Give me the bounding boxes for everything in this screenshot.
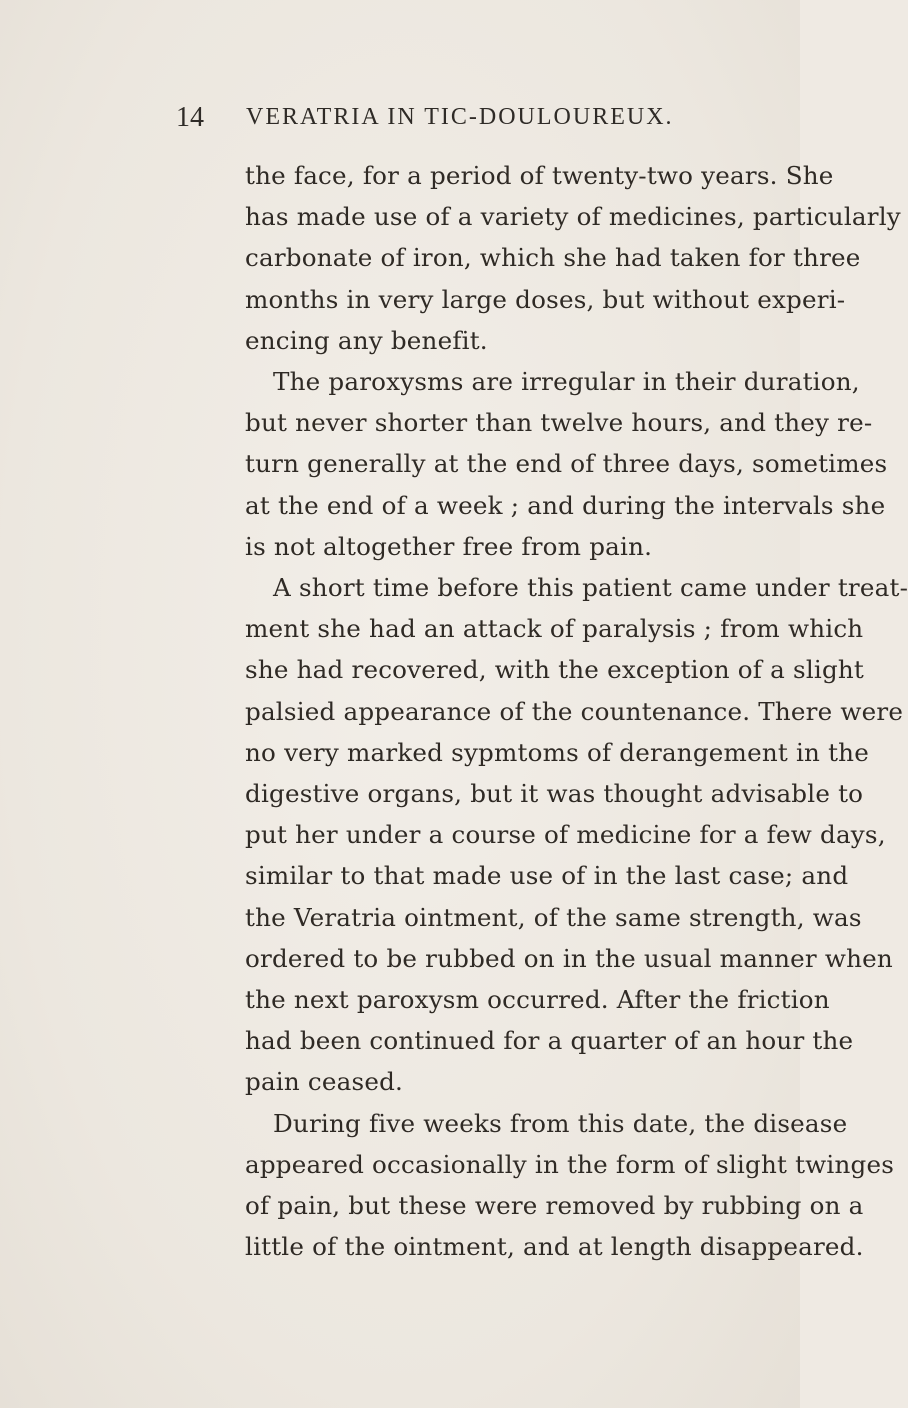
text-line: the next paroxysm occurred. After the friction — [245, 985, 830, 1015]
text-line: A short time before this patient came under treat- — [273, 573, 908, 603]
text-line: ment she had an attack of paralysis ; from which — [245, 614, 864, 644]
text-line: carbonate of iron, which she had taken for three — [245, 243, 861, 273]
text-line: no very marked sypmtoms of derangement in the — [245, 737, 869, 767]
text-line: turn generally at the end of three days, sometimes — [245, 449, 888, 479]
running-title: VERATRIA IN TIC-DOULOUREUX. — [246, 104, 674, 130]
text-line: the face, for a period of twenty-two years. She — [245, 161, 834, 190]
body-text — [245, 155, 908, 1267]
text-line: at the end of a week ; and during the intervals she — [245, 490, 886, 520]
page-number: 14 — [176, 102, 204, 133]
text-line: had been continued for a quarter of an hour the — [245, 1026, 854, 1056]
text-line: similar to that made use of in the last case; and — [245, 861, 849, 891]
text-line: of pain, but these were removed by rubbing on a — [245, 1191, 864, 1221]
text-line: palsied appearance of the countenance. There were — [245, 696, 904, 726]
text-line: The paroxysms are irregular in their duration, — [273, 367, 860, 397]
text-line: months in very large doses, but without experi- — [245, 284, 846, 314]
text-line: encing any benefit. — [245, 325, 488, 355]
text-line: ordered to be rubbed on in the usual manner when — [245, 943, 893, 973]
text-line: little of the ointment, and at length disappeared. — [245, 1232, 864, 1262]
text-line: During five weeks from this date, the disease — [273, 1108, 848, 1138]
text-line: is not altogether free from pain. — [245, 531, 653, 561]
text-line: but never shorter than twelve hours, and they re- — [245, 408, 873, 438]
text-line: put her under a course of medicine for a few days, — [245, 820, 886, 850]
text-line: she had recovered, with the exception of a slight — [245, 655, 865, 685]
text-line: the Veratria ointment, of the same strength, was — [245, 902, 862, 932]
text-line: has made use of a variety of medicines, particularly — [245, 202, 901, 232]
text-line: pain ceased. — [245, 1067, 404, 1097]
text-line: appeared occasionally in the form of slight twinges — [245, 1149, 895, 1179]
text-line: digestive organs, but it was thought advisable to — [245, 779, 864, 809]
